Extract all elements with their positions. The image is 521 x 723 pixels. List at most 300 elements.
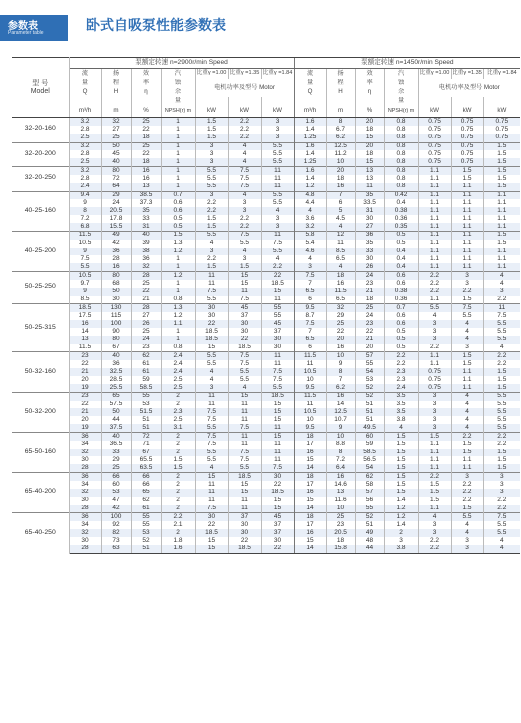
table-row [12, 449, 520, 457]
table-cell: 0.75 [451, 134, 483, 142]
table-cell: 0.75 [451, 150, 483, 158]
table-cell: 15 [261, 416, 294, 424]
page-header [0, 0, 521, 50]
table-cell: 50 [101, 142, 131, 150]
table-cell: 3 [418, 408, 451, 416]
table-row [12, 489, 520, 497]
table-cell: 1 [161, 328, 195, 336]
table-cell: 5.5 [228, 368, 261, 376]
table-cell: 5.5 [483, 328, 520, 336]
table-cell: 28 [131, 304, 161, 312]
table-cell: 16 [326, 280, 355, 288]
table-cell: 18 [294, 513, 326, 521]
table-cell: 11 [228, 505, 261, 513]
table-cell: 5.5 [195, 424, 228, 432]
table-cell: 3 [384, 537, 418, 545]
table-cell: 7.5 [195, 408, 228, 416]
table-row [12, 167, 520, 175]
table-cell: 2.2 [228, 126, 261, 134]
table-cell: 1.5 [228, 263, 261, 271]
table-cell: 0.6 [384, 320, 418, 328]
table-cell: 7.5 [195, 432, 228, 440]
table-cell: 18 [355, 150, 384, 158]
table-cell: 1.1 [451, 183, 483, 191]
table-cell: 31 [131, 223, 161, 231]
table-cell: 0.75 [418, 158, 451, 166]
table-cell: 2 [161, 432, 195, 440]
table-cell: 5.5 [261, 191, 294, 199]
table-cell: 1.5 [418, 432, 451, 440]
unit-header: m³/h [294, 106, 326, 118]
table-cell: 21 [131, 296, 161, 304]
table-cell: 11.5 [294, 352, 326, 360]
table-cell: 1 [161, 118, 195, 126]
table-cell: 1.5 [195, 118, 228, 126]
table-cell: 8 [326, 118, 355, 126]
table-cell: 23 [69, 392, 101, 400]
table-cell: 18 [326, 175, 355, 183]
table-cell: 72 [131, 432, 161, 440]
table-cell: 2.2 [483, 497, 520, 505]
table-cell: 2.2 [483, 432, 520, 440]
table-cell: 8 [326, 368, 355, 376]
model-header-en: Model [30, 88, 50, 95]
table-cell: 1 [161, 288, 195, 296]
table-cell: 1.1 [418, 263, 451, 271]
table-cell: 15 [261, 401, 294, 409]
table-cell: 1.4 [294, 175, 326, 183]
table-cell: 16 [294, 529, 326, 537]
model-cell: 65-40-250 [12, 513, 69, 553]
eff-header-1c: η [131, 88, 161, 97]
table-cell: 10 [326, 158, 355, 166]
table-cell: 1 [161, 150, 195, 158]
table-cell: 4 [384, 424, 418, 432]
table-cell: 55 [261, 312, 294, 320]
table-cell: 1 [161, 175, 195, 183]
table-cell: 0.75 [418, 376, 451, 384]
table-cell: 14 [294, 505, 326, 513]
table-cell: 10 [294, 416, 326, 424]
table-cell: 25 [101, 464, 131, 472]
spacer-3 [131, 97, 161, 106]
table-cell: 0.38 [384, 288, 418, 296]
table-cell: 50 [101, 288, 131, 296]
table-cell: 57.5 [101, 401, 131, 409]
table-cell: 1.5 [384, 481, 418, 489]
table-cell: 4 [451, 424, 483, 432]
table-cell: 51 [355, 408, 384, 416]
table-cell: 0.8 [384, 134, 418, 142]
table-cell: 22 [195, 320, 228, 328]
table-row [12, 376, 520, 384]
table-cell: 7.5 [228, 352, 261, 360]
table-cell: 7 [294, 328, 326, 336]
sg1-header-1: 比重γ =1.00 [195, 69, 228, 80]
table-cell: 3 [418, 401, 451, 409]
table-cell: 25 [101, 134, 131, 142]
table-cell: 1.1 [418, 360, 451, 368]
table-cell: 20 [326, 336, 355, 344]
table-cell: 11 [195, 392, 228, 400]
table-cell: 1.1 [451, 223, 483, 231]
table-cell: 11.5 [78, 343, 92, 351]
table-cell: 3 [195, 191, 228, 199]
table-row [12, 529, 520, 537]
table-row [12, 199, 520, 207]
table-cell: 1.1 [451, 384, 483, 392]
table-cell: 4 [228, 158, 261, 166]
table-cell: 22 [326, 328, 355, 336]
table-cell: 2.3 [384, 376, 418, 384]
table-cell: 1.5 [384, 456, 418, 464]
table-cell: 5.5 [483, 401, 520, 409]
unit-header: % [355, 106, 384, 118]
table-cell: 7.5 [80, 255, 90, 263]
table-cell: 37 [228, 312, 261, 320]
table-cell: 27 [131, 312, 161, 320]
table-cell: 11 [294, 401, 326, 409]
table-cell: 36.5 [101, 441, 131, 449]
table-cell: 11 [261, 424, 294, 432]
table-row [12, 320, 520, 328]
unit-header: NPSH(r) m [384, 106, 418, 118]
table-cell: 1.4 [384, 521, 418, 529]
spacer-1 [69, 97, 101, 106]
table-cell: 28 [69, 464, 101, 472]
table-cell: 20.5 [101, 207, 131, 215]
table-cell: 49.5 [355, 424, 384, 432]
table-cell: 11.5 [294, 392, 326, 400]
table-row [12, 464, 520, 472]
table-cell: 0.75 [451, 118, 483, 126]
table-cell: 2.2 [195, 255, 228, 263]
table-cell: 10 [326, 432, 355, 440]
table-cell: 15.5 [101, 223, 131, 231]
table-cell: 64 [101, 183, 131, 191]
table-row [12, 288, 520, 296]
table-cell: 37 [261, 521, 294, 529]
table-cell: 22 [228, 537, 261, 545]
table-cell: 5.5 [451, 312, 483, 320]
table-cell: 1.5 [451, 175, 483, 183]
speed-1450-header: 泵额定转速 n=1450r/min Speed [294, 58, 520, 69]
table-cell: 2.1 [161, 521, 195, 529]
table-cell: 18 [294, 432, 326, 440]
sg1-header-2: 比重γ =1.00 [418, 69, 451, 80]
table-cell: 51 [131, 545, 161, 553]
table-cell: 9.4 [69, 191, 101, 199]
table-cell: 3 [451, 280, 483, 288]
table-cell: 49 [355, 529, 384, 537]
table-cell: 7.5 [228, 231, 261, 239]
table-cell: 40 [101, 432, 131, 440]
table-cell: 3.1 [161, 424, 195, 432]
table-cell: 23 [355, 320, 384, 328]
table-cell: 1.4 [294, 126, 326, 134]
table-cell: 1.5 [195, 215, 228, 223]
table-cell: 1.1 [418, 464, 451, 472]
table-cell: 2.2 [161, 513, 195, 521]
section-badge [0, 15, 68, 41]
table-cell: 1.1 [451, 248, 483, 256]
table-cell: 3 [228, 255, 261, 263]
table-cell: 15 [261, 288, 294, 296]
table-cell: 8.8 [326, 441, 355, 449]
table-cell: 2.4 [384, 384, 418, 392]
table-cell: 28 [69, 545, 101, 553]
table-cell: 9 [69, 248, 101, 256]
table-cell: 0.7 [384, 304, 418, 312]
unit-header: m³/h [69, 106, 101, 118]
table-cell: 8.5 [326, 248, 355, 256]
table-cell: 2 [161, 489, 195, 497]
table-cell: 1.1 [418, 231, 451, 239]
table-cell: 0.75 [418, 118, 451, 126]
table-cell: 2 [161, 505, 195, 513]
table-cell: 4 [195, 368, 228, 376]
table-cell: 63.5 [131, 464, 161, 472]
table-cell: 2.2 [483, 360, 520, 368]
table-cell: 2 [161, 392, 195, 400]
table-cell: 3 [195, 248, 228, 256]
model-cell: 32-20-160 [12, 118, 69, 143]
sg2-header-2: 比重γ =1.35 [451, 69, 483, 80]
table-cell: 40 [101, 352, 131, 360]
eff-header-2b: 率 [355, 79, 384, 88]
table-cell: 0.6 [384, 280, 418, 288]
table-cell: 32 [326, 304, 355, 312]
table-cell: 57 [355, 352, 384, 360]
table-row [12, 158, 520, 166]
table-cell: 3 [483, 473, 520, 481]
badge-subtitle: Parameter table [8, 30, 44, 36]
table-row [12, 456, 520, 464]
table-cell: 2.2 [483, 441, 520, 449]
table-cell: 3 [261, 223, 294, 231]
table-cell: 0.4 [384, 199, 418, 207]
table-cell: 4 [483, 545, 520, 553]
head-header-2: 扬 [326, 69, 355, 80]
eff-header-2: 效 [355, 69, 384, 80]
table-cell: 11 [261, 352, 294, 360]
table-row [12, 191, 520, 199]
page-title: 卧式自吸泵性能参数表 [86, 17, 226, 33]
table-cell: 16 [131, 175, 161, 183]
table-cell: 1 [161, 142, 195, 150]
table-cell: 7.5 [483, 513, 520, 521]
table-cell: 0.75 [418, 384, 451, 392]
table-cell: 1.1 [483, 248, 520, 256]
head-header-2c: H [326, 88, 355, 97]
table-cell: 55 [131, 521, 161, 529]
table-cell: 47 [101, 497, 131, 505]
table-cell: 15 [195, 344, 228, 352]
table-cell: 5 [326, 207, 355, 215]
table-cell: 5.4 [294, 240, 326, 248]
table-cell: 1.5 [451, 441, 483, 449]
table-cell: 1 [161, 336, 195, 344]
table-cell: 5.5 [228, 464, 261, 472]
table-cell: 58.5 [355, 449, 384, 457]
table-cell: 80 [101, 336, 131, 344]
table-row [12, 416, 520, 424]
table-cell: 7.2 [326, 456, 355, 464]
table-cell: 2.2 [195, 207, 228, 215]
table-cell: 30 [228, 529, 261, 537]
table-cell: 30 [355, 255, 384, 263]
table-cell: 30 [228, 521, 261, 529]
table-cell: 1.1 [451, 255, 483, 263]
table-cell: 6.8 [69, 223, 101, 231]
table-cell: 5.5 [483, 521, 520, 529]
table-cell: 1.1 [161, 320, 195, 328]
table-cell: 3 [195, 384, 228, 392]
table-cell: 7.5 [228, 360, 261, 368]
table-cell: 3.5 [384, 392, 418, 400]
table-row [12, 360, 520, 368]
table-cell: 5.5 [195, 456, 228, 464]
table-cell: 16 [326, 344, 355, 352]
model-cell: 32-20-200 [12, 142, 69, 167]
model-cell: 65-40-200 [12, 473, 69, 513]
table-row [12, 497, 520, 505]
table-cell: 1.6 [294, 142, 326, 150]
npsh-header-1: 汽 [161, 69, 195, 80]
table-cell: 0.75 [418, 368, 451, 376]
table-cell: 33.5 [355, 199, 384, 207]
table-cell: 1.1 [418, 207, 451, 215]
table-cell: 2.2 [451, 481, 483, 489]
table-cell: 37.3 [131, 199, 161, 207]
parameter-table [12, 57, 520, 554]
table-cell: 18.5 [261, 392, 294, 400]
table-cell: 1.5 [384, 449, 418, 457]
table-cell: 12.5 [326, 408, 355, 416]
spacer-5 [228, 97, 261, 106]
table-cell: 9 [326, 360, 355, 368]
badge-title: 参数表 [8, 21, 38, 32]
table-cell: 18.5 [261, 280, 294, 288]
unit-header: NPSH(r) m [161, 106, 195, 118]
table-row [12, 432, 520, 440]
table-row [12, 513, 520, 521]
table-cell: 44 [101, 416, 131, 424]
table-row [12, 240, 520, 248]
table-cell: 11 [195, 401, 228, 409]
table-cell: 1.5 [483, 384, 520, 392]
table-cell: 4 [483, 272, 520, 280]
spacer-11 [451, 97, 483, 106]
table-cell: 53 [131, 401, 161, 409]
table-cell: 17 [294, 521, 326, 529]
table-cell: 4.8 [294, 191, 326, 199]
table-cell: 18 [131, 134, 161, 142]
table-cell: 36 [69, 473, 101, 481]
table-cell: 4.5 [326, 215, 355, 223]
table-cell: 1.3 [161, 240, 195, 248]
table-cell: 23 [131, 344, 161, 352]
table-cell: 1.1 [451, 456, 483, 464]
table-cell: 11 [261, 441, 294, 449]
table-cell: 1.5 [195, 126, 228, 134]
table-cell: 36 [355, 231, 384, 239]
table-cell: 4 [483, 344, 520, 352]
npsh-header-1d: 量 [161, 97, 195, 106]
table-cell: 37 [228, 513, 261, 521]
table-cell: 30 [355, 215, 384, 223]
table-cell: 2.2 [451, 432, 483, 440]
table-cell: 2.2 [384, 360, 418, 368]
table-cell: 65 [131, 489, 161, 497]
table-cell: 11 [228, 432, 261, 440]
eff-header-1b: 率 [131, 79, 161, 88]
table-cell: 16 [294, 449, 326, 457]
table-cell: 11 [195, 497, 228, 505]
unit-header: kW [228, 106, 261, 118]
table-cell: 1.1 [418, 248, 451, 256]
table-cell: 25.5 [101, 384, 131, 392]
table-cell: 6.5 [294, 288, 326, 296]
table-cell: 0.6 [384, 272, 418, 280]
table-cell: 1.2 [384, 505, 418, 513]
table-cell: 51.5 [131, 408, 161, 416]
table-cell: 2.2 [451, 497, 483, 505]
table-cell: 15 [355, 134, 384, 142]
table-row [12, 408, 520, 416]
table-cell: 15.8 [326, 545, 355, 553]
sg3-header-2: 比重γ =1.84 [483, 69, 520, 80]
table-cell: 82 [101, 529, 131, 537]
table-cell: 38.5 [131, 191, 161, 199]
table-cell: 1 [161, 158, 195, 166]
table-cell: 0.8 [384, 150, 418, 158]
table-cell: 18 [326, 537, 355, 545]
table-cell: 5.5 [261, 199, 294, 207]
table-cell: 30 [195, 312, 228, 320]
table-cell: 14.6 [326, 481, 355, 489]
table-cell: 3 [228, 207, 261, 215]
table-cell: 13 [355, 167, 384, 175]
table-cell: 22 [81, 400, 89, 408]
head-header-1b: 程 [101, 79, 131, 88]
table-cell: 2.2 [418, 537, 451, 545]
table-cell: 0.5 [384, 336, 418, 344]
table-cell: 15 [228, 489, 261, 497]
table-cell: 28 [101, 255, 131, 263]
table-cell: 1.5 [384, 432, 418, 440]
table-cell: 16 [326, 392, 355, 400]
table-cell: 24 [101, 199, 131, 207]
table-cell: 13 [131, 183, 161, 191]
table-cell: 0.5 [384, 344, 418, 352]
table-cell: 11 [228, 401, 261, 409]
table-cell: 3 [418, 416, 451, 424]
table-cell: 0.6 [161, 207, 195, 215]
model-cell: 50-32-200 [12, 392, 69, 432]
table-cell: 11 [261, 183, 294, 191]
table-cell: 3 [483, 489, 520, 497]
table-cell: 57 [355, 489, 384, 497]
table-cell: 35 [131, 207, 161, 215]
table-cell: 7.5 [195, 288, 228, 296]
table-cell: 1.5 [451, 360, 483, 368]
table-cell: 22 [261, 481, 294, 489]
table-cell: 5.5 [228, 376, 261, 384]
table-cell: 23 [326, 521, 355, 529]
unit-header: m [101, 106, 131, 118]
table-cell: 37.5 [101, 424, 131, 432]
